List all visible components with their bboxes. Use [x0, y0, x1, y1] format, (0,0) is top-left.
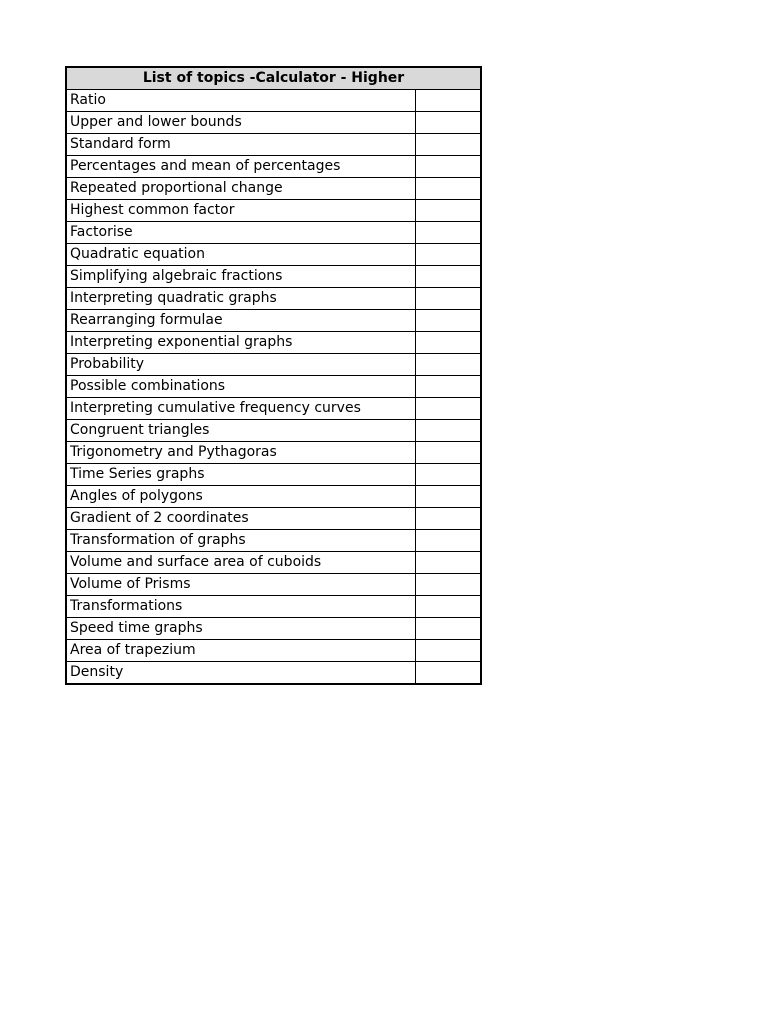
topic-name-cell: Quadratic equation — [66, 244, 415, 266]
topic-check-cell[interactable] — [415, 486, 481, 508]
topic-name-cell: Trigonometry and Pythagoras — [66, 442, 415, 464]
topic-check-cell[interactable] — [415, 398, 481, 420]
topic-name-cell: Rearranging formulae — [66, 310, 415, 332]
table-row — [66, 552, 481, 574]
table-title: List of topics -Calculator - Higher — [66, 67, 481, 90]
topics-table — [65, 66, 482, 685]
topic-name-cell: Volume of Prisms — [66, 574, 415, 596]
table-row — [66, 398, 481, 420]
topic-name-cell: Repeated proportional change — [66, 178, 415, 200]
table-row — [66, 332, 481, 354]
topic-name-cell: Interpreting cumulative frequency curves — [66, 398, 415, 420]
topic-name-cell: Simplifying algebraic fractions — [66, 266, 415, 288]
table-row — [66, 288, 481, 310]
topic-check-cell[interactable] — [415, 112, 481, 134]
table-row — [66, 486, 481, 508]
topic-name-cell: Probability — [66, 354, 415, 376]
table-row — [66, 266, 481, 288]
topic-name-cell: Possible combinations — [66, 376, 415, 398]
table-row — [66, 376, 481, 398]
topic-name-cell: Volume and surface area of cuboids — [66, 552, 415, 574]
table-row — [66, 442, 481, 464]
topic-check-cell[interactable] — [415, 178, 481, 200]
table-row — [66, 530, 481, 552]
table-row — [66, 596, 481, 618]
topic-name-cell: Density — [66, 662, 415, 685]
topic-check-cell[interactable] — [415, 552, 481, 574]
topic-name-cell: Transformations — [66, 596, 415, 618]
topic-check-cell[interactable] — [415, 134, 481, 156]
topic-name-cell: Interpreting exponential graphs — [66, 332, 415, 354]
table-row — [66, 222, 481, 244]
table-row — [66, 112, 481, 134]
table-row — [66, 464, 481, 486]
topic-check-cell[interactable] — [415, 508, 481, 530]
topic-check-cell[interactable] — [415, 662, 481, 685]
table-row — [66, 134, 481, 156]
topic-name-cell: Congruent triangles — [66, 420, 415, 442]
table-row — [66, 662, 481, 685]
topic-check-cell[interactable] — [415, 222, 481, 244]
topic-check-cell[interactable] — [415, 618, 481, 640]
topic-name-cell: Percentages and mean of percentages — [66, 156, 415, 178]
topic-check-cell[interactable] — [415, 310, 481, 332]
table-row — [66, 310, 481, 332]
table-row — [66, 90, 481, 112]
topic-check-cell[interactable] — [415, 288, 481, 310]
topic-name-cell: Transformation of graphs — [66, 530, 415, 552]
topic-check-cell[interactable] — [415, 156, 481, 178]
topic-check-cell[interactable] — [415, 530, 481, 552]
topic-check-cell[interactable] — [415, 244, 481, 266]
table-row — [66, 420, 481, 442]
topic-name-cell: Area of trapezium — [66, 640, 415, 662]
topic-check-cell[interactable] — [415, 464, 481, 486]
table-row — [66, 200, 481, 222]
table-row — [66, 244, 481, 266]
table-row — [66, 618, 481, 640]
topic-name-cell: Interpreting quadratic graphs — [66, 288, 415, 310]
topic-name-cell: Highest common factor — [66, 200, 415, 222]
topic-check-cell[interactable] — [415, 332, 481, 354]
table-header-row — [66, 67, 481, 90]
topic-name-cell: Speed time graphs — [66, 618, 415, 640]
topic-check-cell[interactable] — [415, 354, 481, 376]
topic-check-cell[interactable] — [415, 640, 481, 662]
topic-name-cell: Upper and lower bounds — [66, 112, 415, 134]
table-row — [66, 354, 481, 376]
topic-check-cell[interactable] — [415, 420, 481, 442]
topic-name-cell: Angles of polygons — [66, 486, 415, 508]
table-row — [66, 178, 481, 200]
topic-check-cell[interactable] — [415, 376, 481, 398]
topic-check-cell[interactable] — [415, 90, 481, 112]
topic-check-cell[interactable] — [415, 442, 481, 464]
topic-name-cell: Factorise — [66, 222, 415, 244]
topic-name-cell: Time Series graphs — [66, 464, 415, 486]
table-row — [66, 156, 481, 178]
topic-check-cell[interactable] — [415, 200, 481, 222]
table-row — [66, 508, 481, 530]
topic-name-cell: Ratio — [66, 90, 415, 112]
table-row — [66, 640, 481, 662]
topic-name-cell: Standard form — [66, 134, 415, 156]
table-row — [66, 574, 481, 596]
topics-body — [66, 90, 481, 685]
topic-check-cell[interactable] — [415, 596, 481, 618]
topic-check-cell[interactable] — [415, 574, 481, 596]
topic-check-cell[interactable] — [415, 266, 481, 288]
topic-name-cell: Gradient of 2 coordinates — [66, 508, 415, 530]
